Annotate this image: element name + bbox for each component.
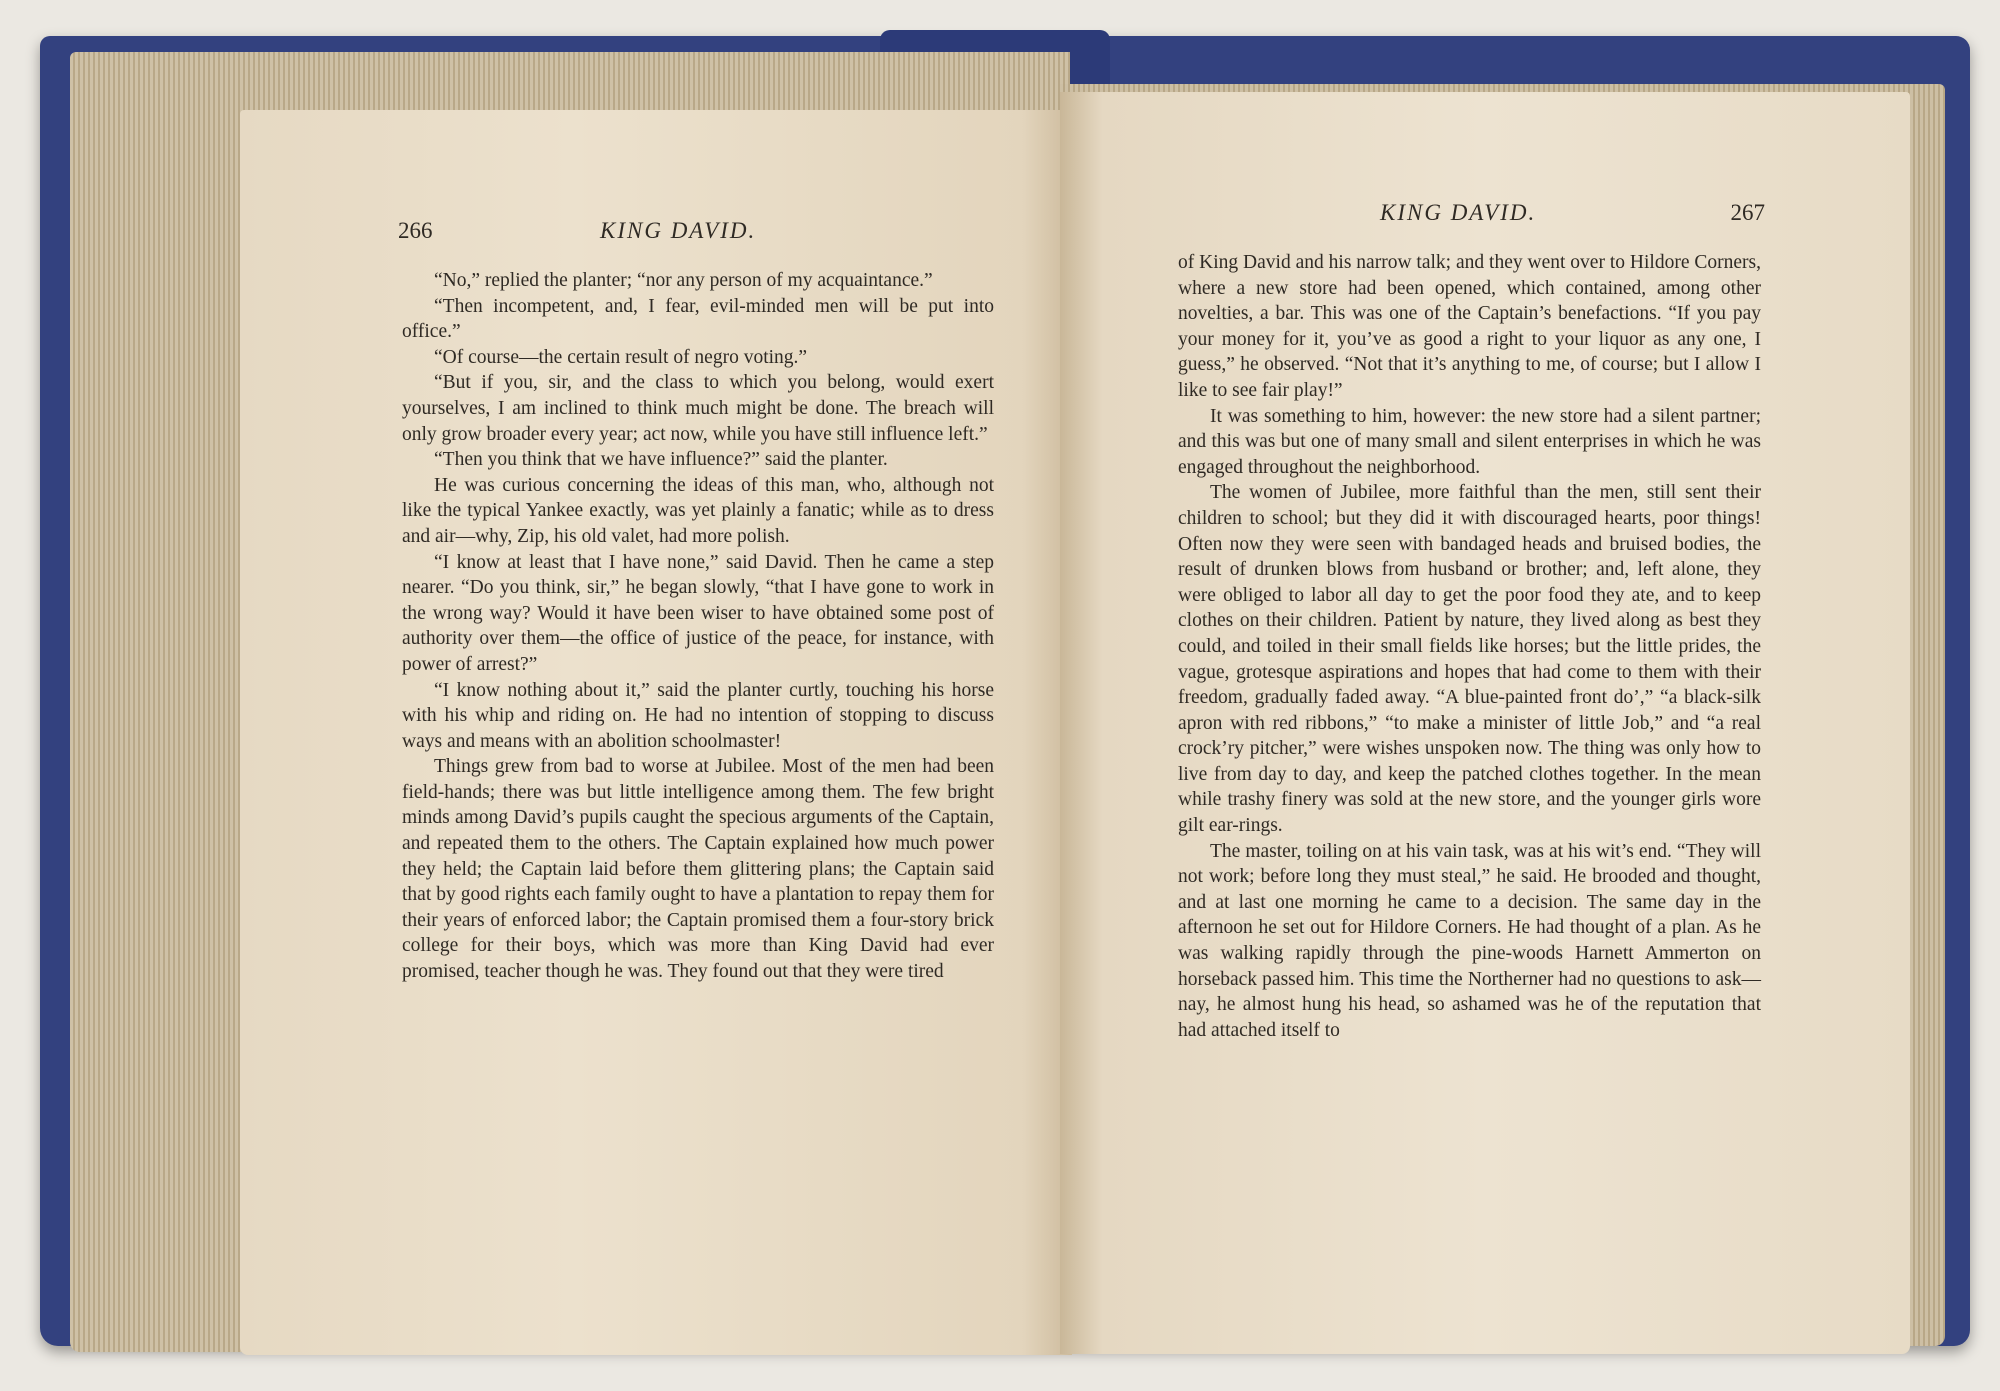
left-page bbox=[240, 110, 1072, 1355]
paragraph: “I know at least that I have none,” said David. Then he came a step nearer. “Do you think, sir,” he began slowly, “that I have gone to work in the wrong way? Would it have been wiser to have obtained some post of authority over them—the office of justice of the peace, for instance, with power of arrest?” bbox=[402, 551, 994, 675]
paragraph: of King David and his narrow talk; and they went over to Hildore Corners, where a new store had been opened, which contained, among other novelties, a bar. This was one of the Captain’s benefactions. “If you pay your money for it, you’ve as good a right to your liquor as any one, I guess,” he observed. “Not that it’s anything to me, of course; but I allow I like to see fair play!” bbox=[1178, 252, 1761, 401]
paragraph: It was something to him, however: the new store had a silent partner; and this was but one of many small and silent enterprises in which he was engaged throughout the neighborhood. bbox=[1178, 405, 1761, 478]
running-head: KING DAVID. bbox=[600, 218, 757, 243]
paragraph: “Of course—the certain result of negro voting.” bbox=[434, 346, 808, 368]
paragraph: Things grew from bad to worse at Jubilee. Most of the men had been field-hands; there was but little intelligence among them. The few bright minds among David’s pupils caught the specious arguments of the Captain, and repeated them to the others. The Captain explained how much power they held; the Captain laid before them glittering plans; the Captain said that by good rights each family ought to have a plantation to repay them for their years of enforced labor; the Captain promised them a four-story brick college for their boys, which was more than King David had ever promised, teacher though he was. They found out that they were tired bbox=[402, 756, 994, 983]
page-number: 266 bbox=[398, 218, 433, 243]
right-page-header bbox=[1060, 200, 1910, 230]
paragraph: “I know nothing about it,” said the planter curtly, touching his horse with his whip and riding on. He had no intention of stopping to discuss ways and means with an abolition schoolmaster! bbox=[402, 679, 994, 752]
paragraph: “Then incompetent, and, I fear, evil-minded men will be put into office.” bbox=[402, 295, 994, 343]
paragraph: “Then you think that we have influence?” said the planter. bbox=[434, 449, 888, 471]
paragraph: He was curious concerning the ideas of this man, who, although not like the typical Yankee exactly, was yet plainly a fanatic; while as to dress and air—why, Zip, his old valet, had more polish. bbox=[402, 474, 994, 547]
right-page-text bbox=[1178, 250, 1761, 1043]
page-number: 267 bbox=[1730, 200, 1765, 225]
right-page bbox=[1060, 92, 1910, 1354]
paragraph: The women of Jubilee, more faithful than the men, still sent their children to school; but they did it with discouraged hearts, poor things! Often now they were seen with bandaged heads and bruised bodies, the result of drunken blows from husband or brother; and, left alone, they were obliged to labor all day to get the poor food they ate, and to keep clothes on their children. Patient by nature, they lived along as best they could, and toiled in their small fields like horses; but the little prides, the vague, grotesque aspirations and hopes that had come to them with their freedom, gradually faded away. “A blue-painted front do’,” “a black-silk apron with red ribbons,” “to make a minister of little Job,” and “a real crock’ry pitcher,” were wishes unspoken now. The thing was only how to live from day to day, and keep the patched clothes together. In the mean while trashy finery was sold at the new store, and the younger girls wore gilt ear-rings. bbox=[1178, 482, 1761, 837]
paragraph: “But if you, sir, and the class to which you belong, would exert yourselves, I am inclined to think much might be done. The breach will only grow broader every year; act now, while you have still influence left.” bbox=[402, 372, 994, 445]
paragraph: “No,” replied the planter; “nor any person of my acquaintance.” bbox=[434, 270, 933, 291]
paragraph: The master, toiling on at his vain task, was at his wit’s end. “They will not work; before long they must steal,” he said. He brooded and thought, and at last one morning he came to a decision. The same day in the afternoon he set out for Hildore Corners. He had thought of a plan. As he was walking rapidly through the pine-woods Harnett Ammerton on horseback passed him. This time the Northerner had no questions to ask—nay, he almost hung his head, so ashamed was he of the reputation that had attached itself to bbox=[1178, 840, 1761, 1041]
running-head: KING DAVID. bbox=[1380, 200, 1537, 225]
left-page-header bbox=[240, 218, 1072, 248]
left-page-text bbox=[402, 268, 994, 985]
